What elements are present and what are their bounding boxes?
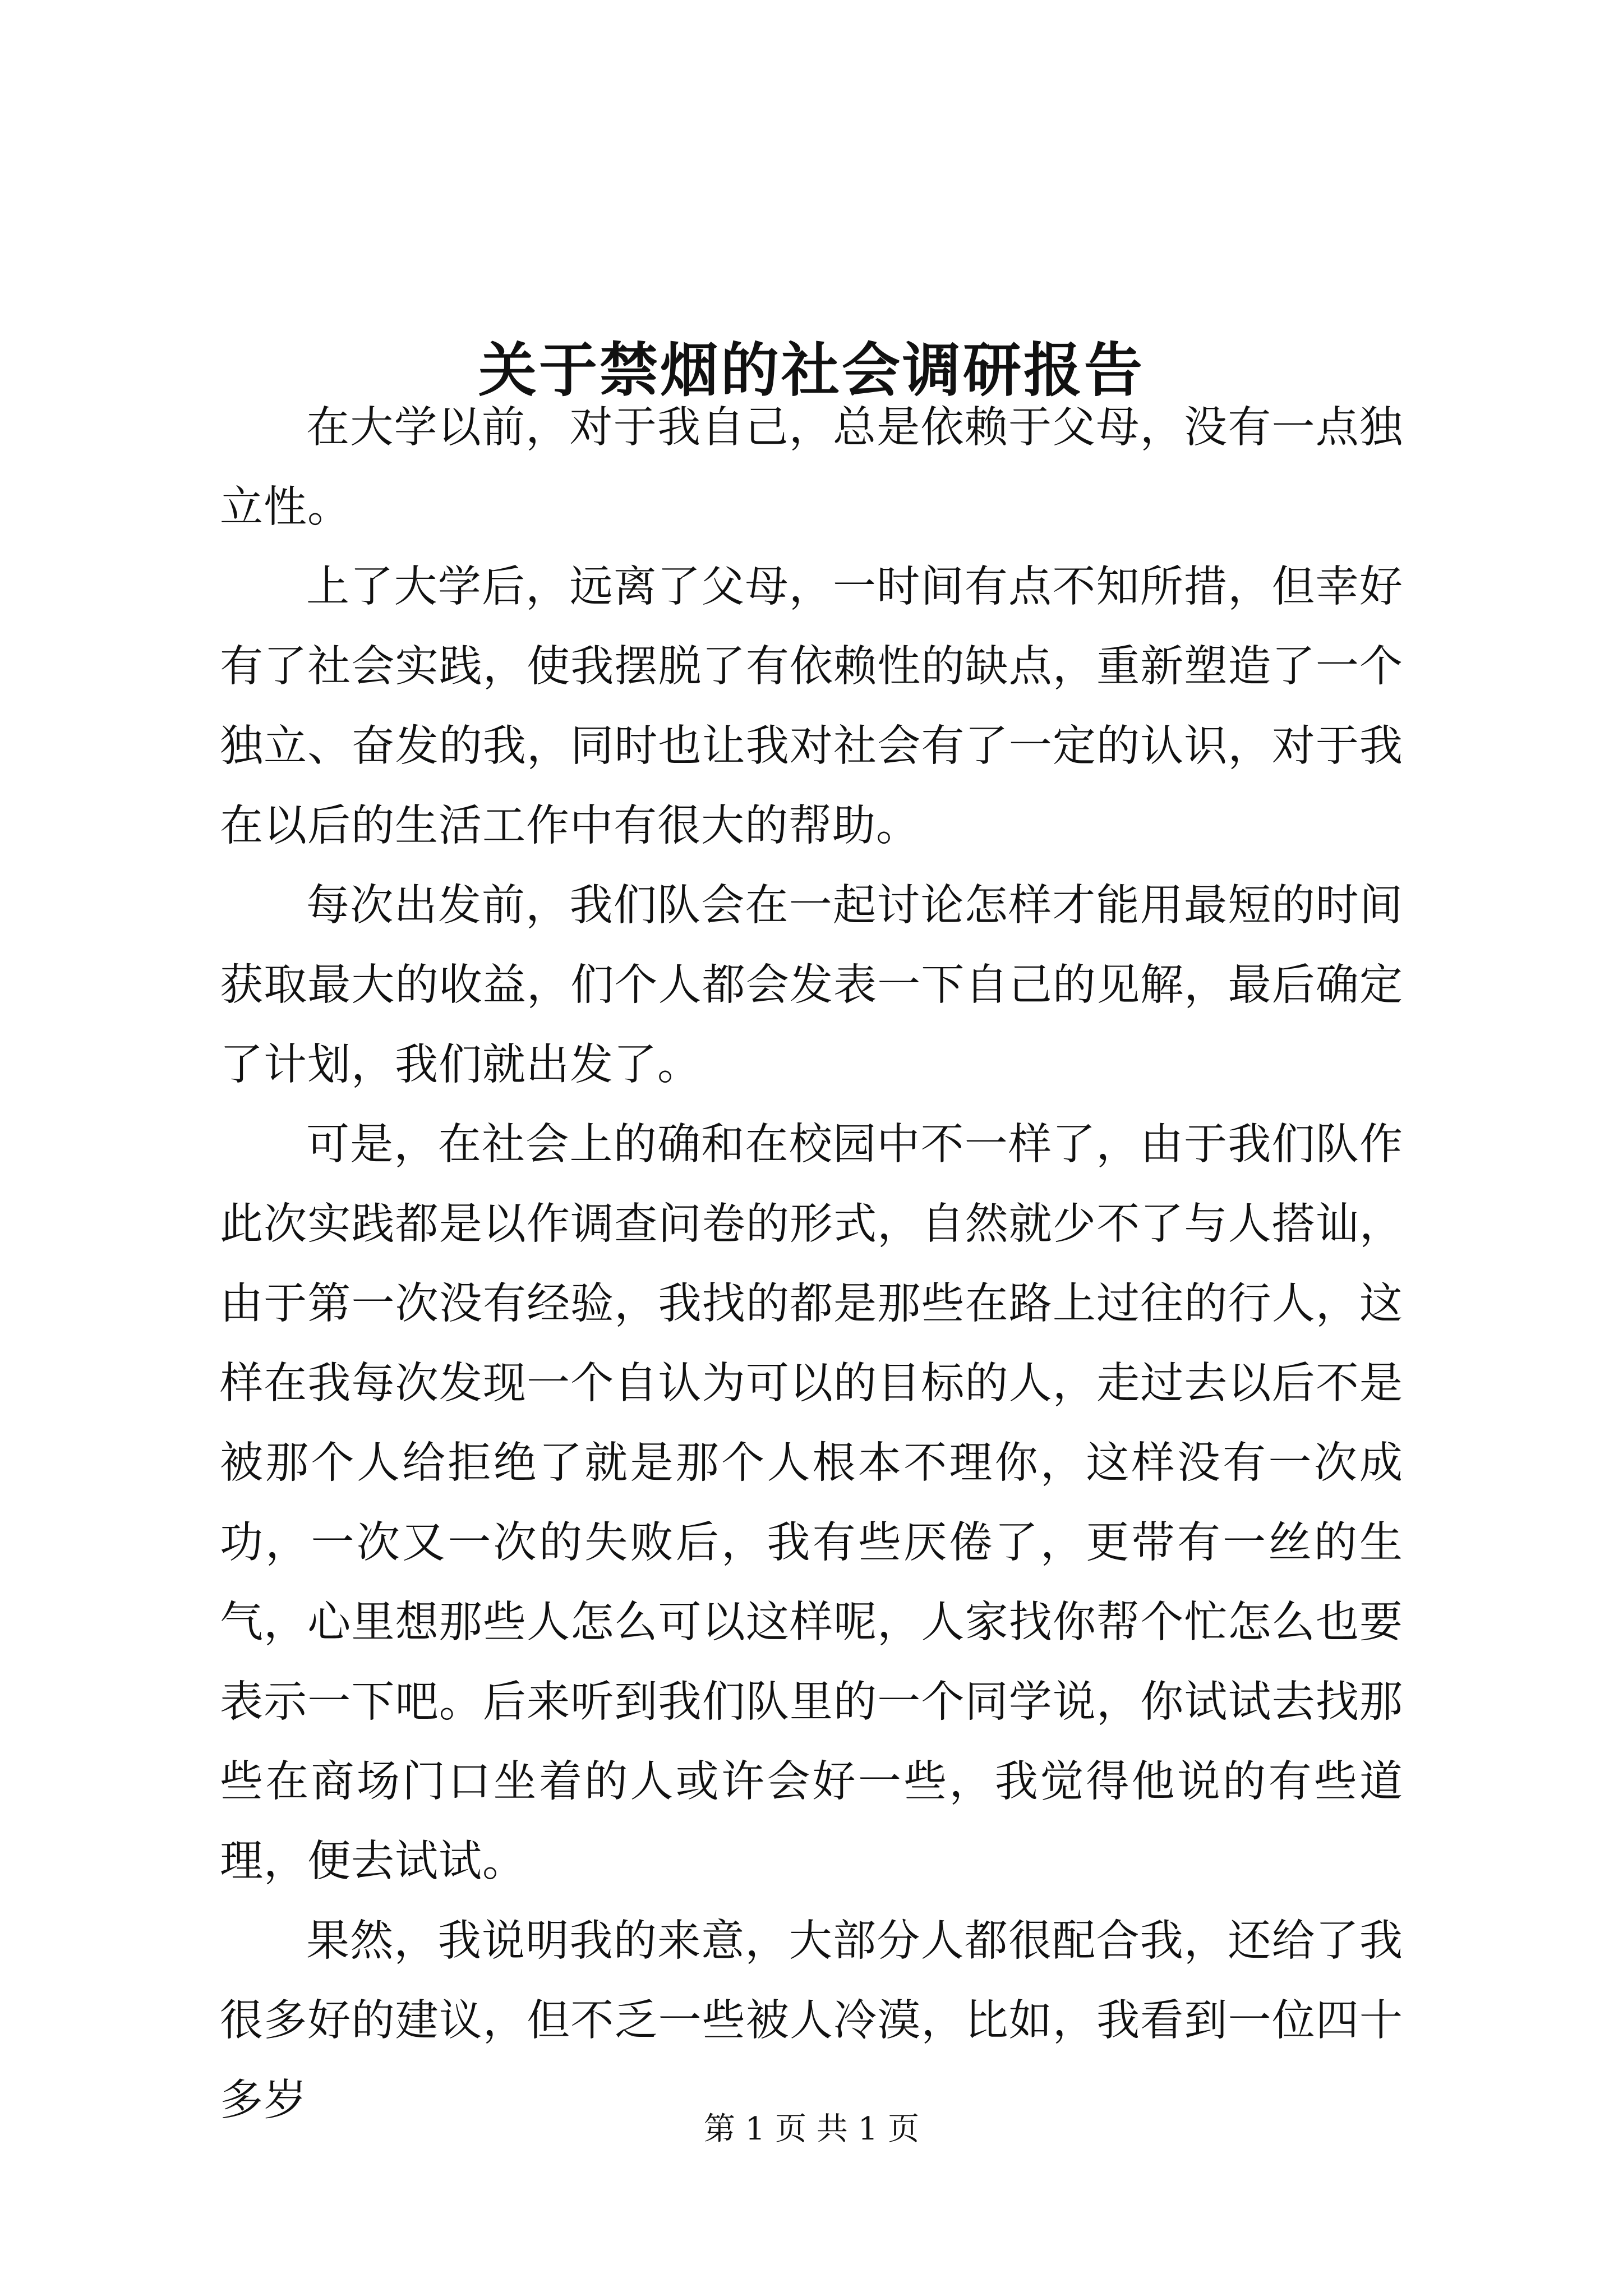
paragraph: 在大学以前，对于我自己，总是依赖于父母，没有一点独立性。: [220, 403, 1403, 532]
document-title: 关于禁烟的社会调研报告: [478, 335, 1145, 404]
paragraph: 上了大学后，远离了父母，一时间有点不知所措，但幸好有了社会实践，使我摆脱了有依赖性的缺点，重新塑造了一个独立、奋发的我，同时也让我对社会有了一定的认识，对于我在以后的生活工作中有很大的帮助。: [220, 562, 1403, 851]
paragraph: 可是，在社会上的确和在校园中不一样了，由于我们队作此次实践都是以作调查问卷的形式，自然就少不了与人搭讪，由于第一次没有经验，我找的都是那些在路上过往的行人，这样在我每次发现一个自认为可以的目标的人，走过去以后不是被那个人给拒绝了就是那个人根本不理你，这样没有一次成功，一次又一次的失败后，我有些厌倦了，更带有一丝的生气，心里想那些人怎么可以这样呢，人家找你帮个忙怎么也要表示一下吧。后来听到我们队里的一个同学说，你试试去找那些在商场门口坐着的人或许会好一些，我觉得他说的有些道理，便去试试。: [220, 1120, 1403, 1887]
paragraph: 每次出发前，我们队会在一起讨论怎样才能用最短的时间获取最大的收益，们个人都会发表一下自己的见解，最后确定了计划，我们就出发了。: [220, 881, 1403, 1090]
paragraph: 果然，我说明我的来意，大部分人都很配合我，还给了我很多好的建议，但不乏一些被人冷漠，比如，我看到一位四十多岁: [220, 1916, 1403, 2125]
document-body: [220, 388, 1403, 2141]
page-footer: 第 1 页 共 1 页: [703, 2111, 920, 2147]
